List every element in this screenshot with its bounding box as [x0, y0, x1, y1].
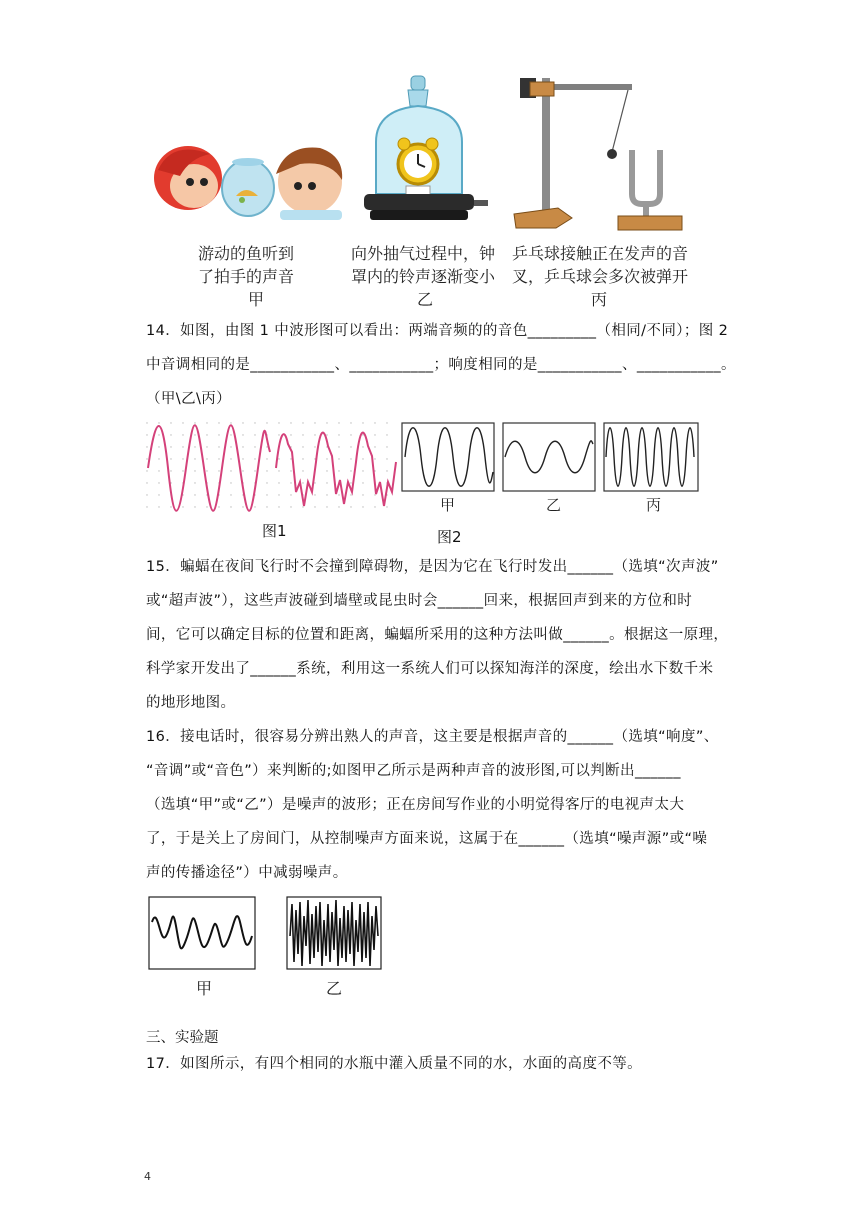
- label-yi-top: 乙: [417, 290, 434, 309]
- figure-2-label: 图2: [437, 528, 462, 546]
- caption-yi: [351, 242, 495, 288]
- q16-line2: “音调”或“音色”）来判断的;如图甲乙所示是两种声音的波形图,可以判断出______: [146, 763, 681, 779]
- caption-jia: [198, 242, 294, 288]
- q16-line1: 16．接电话时，很容易分辨出熟人的声音，这主要是根据声音的______（选填“响度”、: [146, 729, 719, 745]
- q14-line2: 中音调相同的是___________、___________；响度相同的是___________、___________。: [146, 357, 736, 373]
- q15-line5: 的地形地图。: [146, 695, 236, 711]
- caption-yi-line1: 向外抽气过程中，钟: [351, 244, 496, 263]
- question-16: [146, 720, 722, 890]
- question-17: 17．如图所示，有四个相同的水瓶中灌入质量不同的水，水面的高度不等。: [146, 1056, 643, 1072]
- q16-waveform-jia: [148, 896, 256, 970]
- q16-waveform-yi: [286, 896, 382, 970]
- fig2-label-jia: 甲: [440, 496, 456, 514]
- figure-2-waveforms: [401, 422, 701, 492]
- q15-line3: 间，它可以确定目标的位置和距离，蝙蝠所采用的这种方法叫做______。根据这一原理，: [146, 627, 729, 643]
- fig2-label-bing: 丙: [646, 496, 662, 514]
- question-15: [146, 550, 729, 720]
- caption-jia-line2: 了拍手的声音: [198, 267, 295, 286]
- bell-jar-illustration: [362, 76, 492, 228]
- section-title: 三、实验题: [146, 1030, 219, 1046]
- caption-bing: [512, 242, 688, 288]
- page-number: 4: [144, 1170, 151, 1183]
- q15-line4: 科学家开发出了______系统，利用这一系统人们可以探知海洋的深度，绘出水下数千米: [146, 661, 714, 677]
- label-jia-top: 甲: [248, 290, 265, 309]
- q14-line3: （甲\乙\丙）: [146, 391, 232, 407]
- caption-bing-line2: 叉，乒乓球会多次被弹开: [512, 267, 689, 286]
- q15-line1: 15．蝙蝠在夜间飞行时不会撞到障碍物，是因为它在飞行时发出______（选填“次声波”: [146, 559, 719, 575]
- q16-label-yi: 乙: [326, 979, 343, 998]
- caption-yi-line2: 罩内的铃声逐渐变小: [351, 267, 496, 286]
- kids-fishbowl-illustration: [150, 130, 345, 220]
- q16-line3: （选填“甲”或“乙”）是噪声的波形；正在房间写作业的小明觉得客厅的电视声太大: [146, 797, 685, 813]
- q16-line5: 声的传播途径”）中减弱噪声。: [146, 865, 348, 881]
- q16-line4: 了，于是关上了房间门，从控制噪声方面来说，这属于在______（选填“噪声源”或“噪: [146, 831, 708, 847]
- q14-line1: 14．如图，由图 1 中波形图可以看出：两端音频的的音色_________（相同/不同）；图 2: [146, 323, 729, 339]
- figure-1-label: 图1: [262, 522, 287, 540]
- figure-1-waveforms: [146, 422, 398, 516]
- caption-bing-line1: 乒乓球接触正在发声的音: [512, 244, 689, 263]
- fig2-label-yi: 乙: [546, 496, 562, 514]
- label-bing-top: 丙: [591, 290, 608, 309]
- caption-jia-line1: 游动的鱼听到: [198, 244, 295, 263]
- q16-label-jia: 甲: [196, 979, 213, 998]
- q15-line2: 或“超声波”），这些声波碰到墙壁或昆虫时会______回来，根据回声到来的方位和时: [146, 593, 693, 609]
- question-14: [146, 314, 736, 416]
- tuning-fork-pingpong-illustration: [512, 72, 688, 232]
